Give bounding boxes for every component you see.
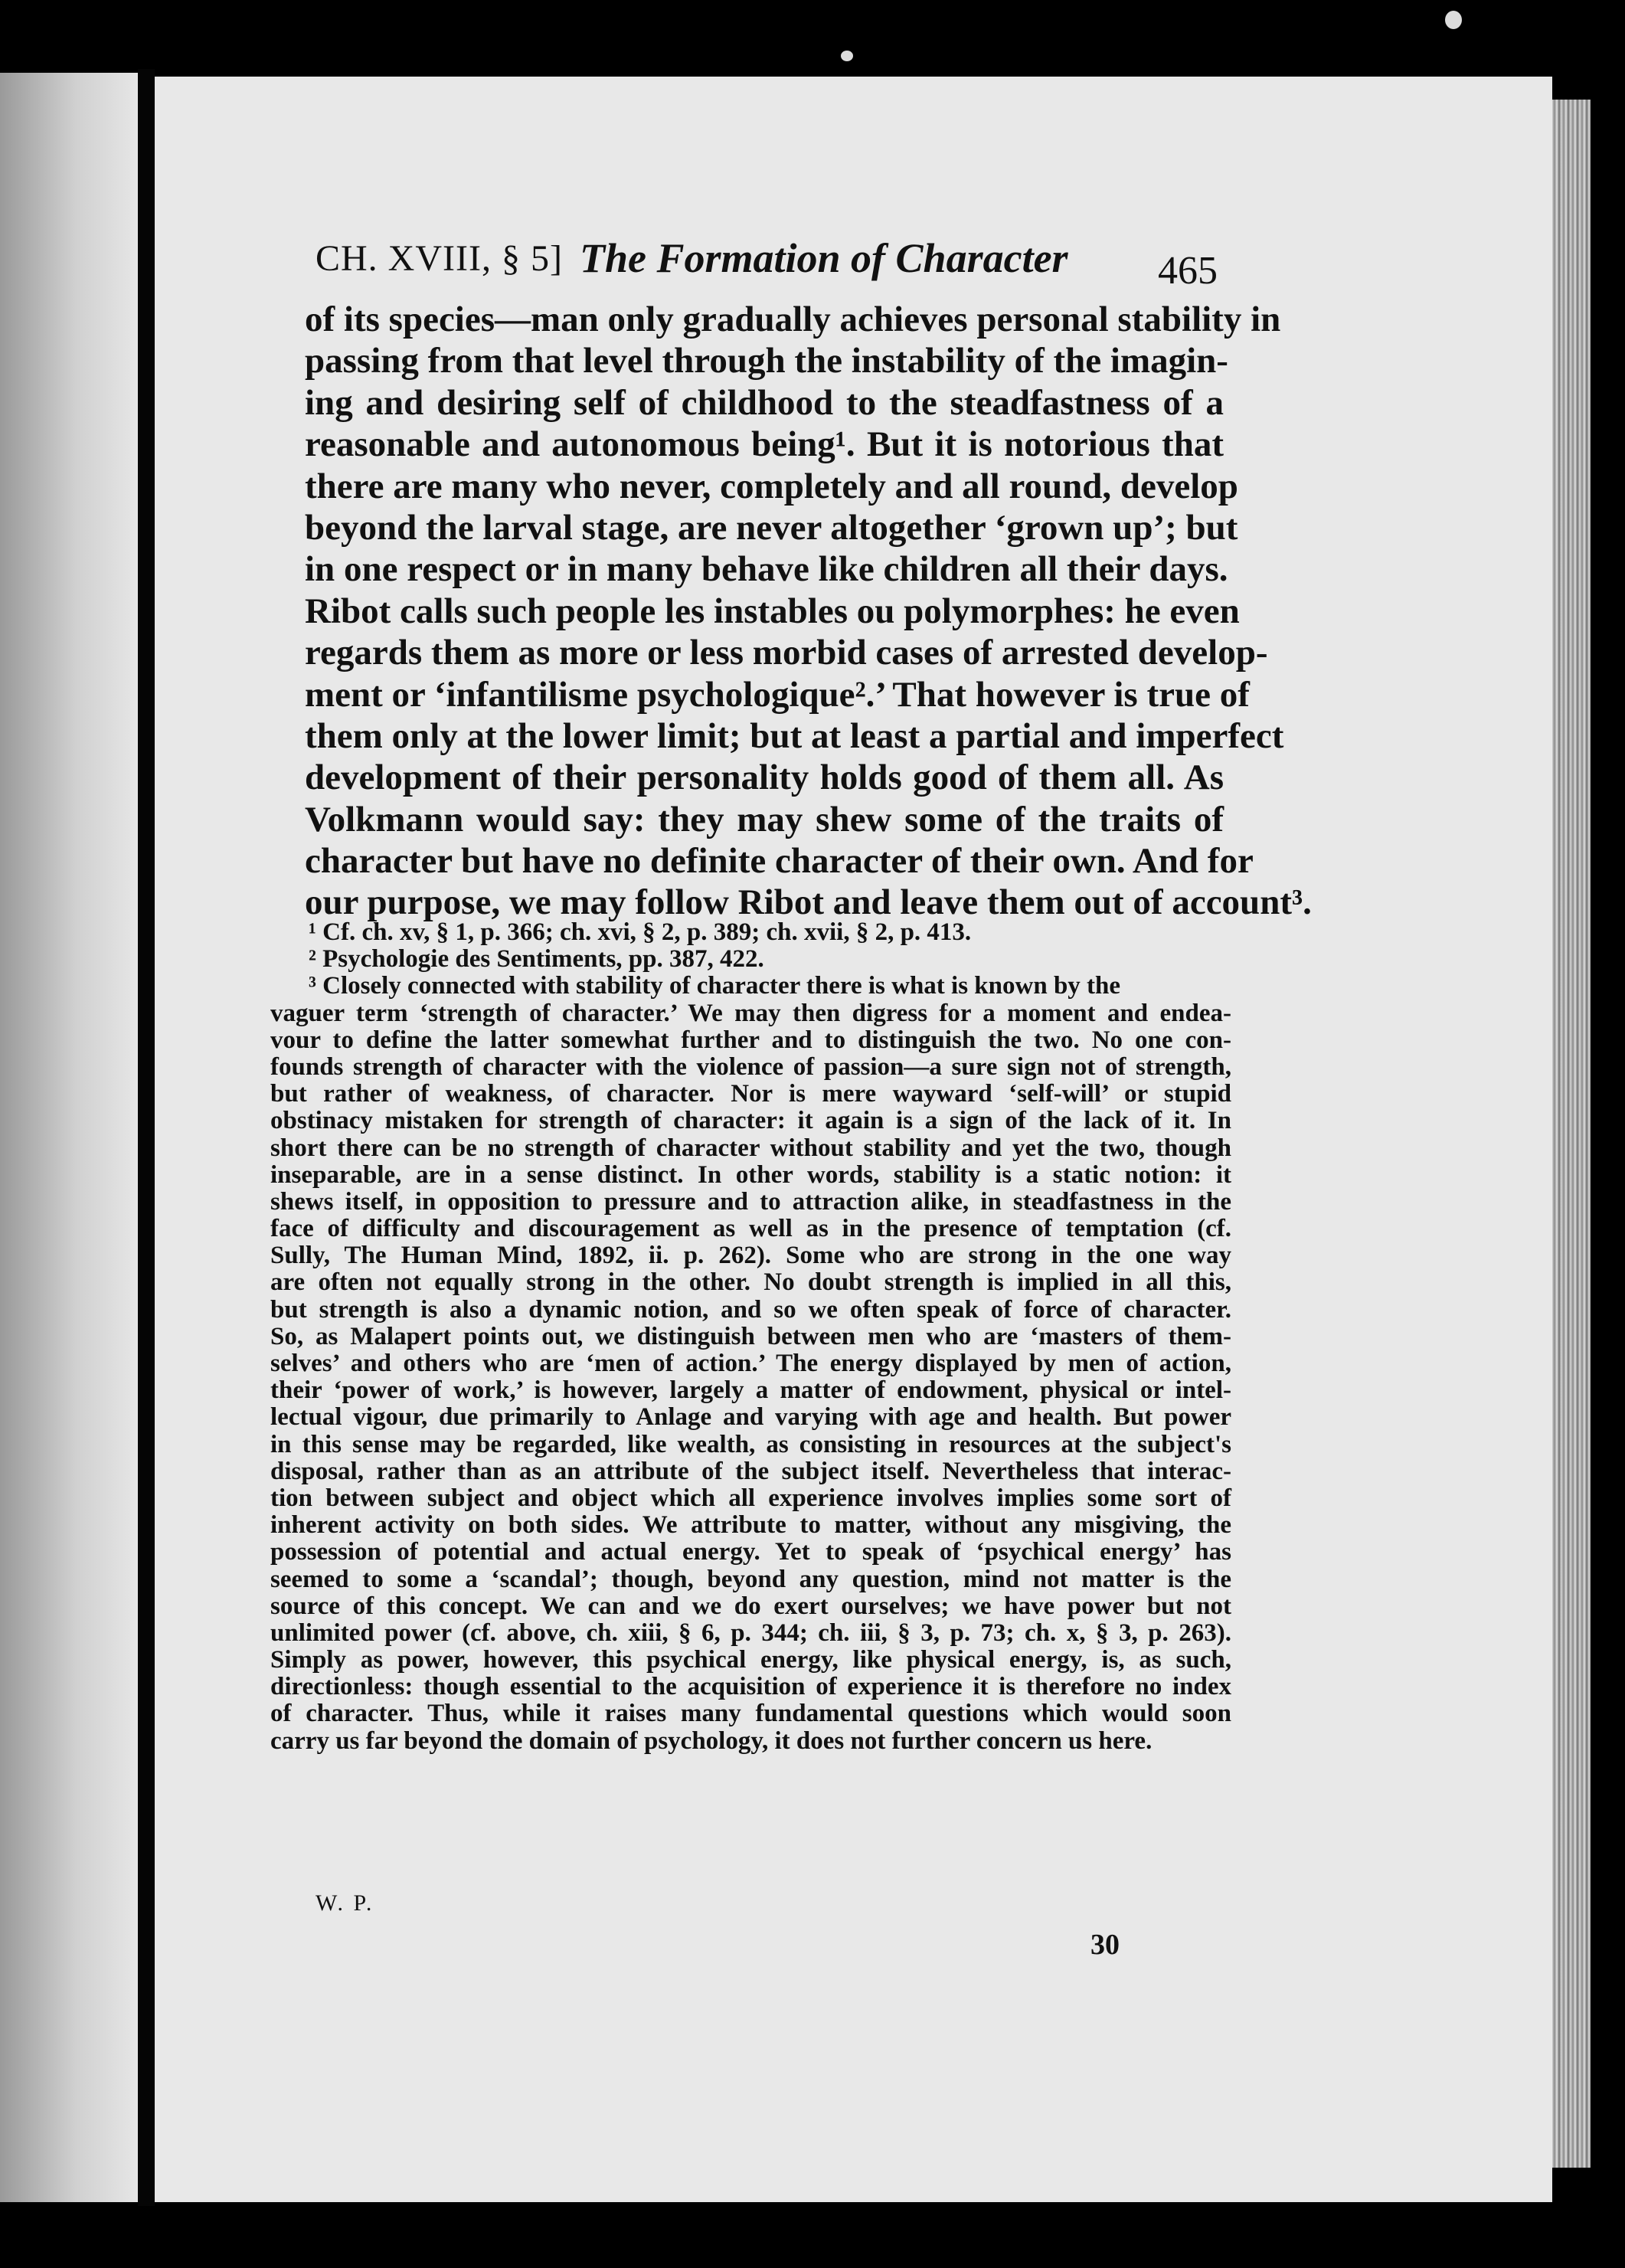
footnote-3-line: vaguer term ‘strength of character.’ We may then digress for a moment and endea-: [270, 999, 1231, 1027]
main-text: [305, 299, 1312, 924]
text-line: passing from that level through the instability of the imagin-: [305, 341, 1228, 381]
footnote-3-line: ³ Closely connected with stability of character there is what is known by the: [309, 972, 1121, 1000]
text-line: character but have no definite character of their own. And for: [305, 841, 1254, 882]
footnote-3-line: lectual vigour, due primarily to Anlage and varying with age and health. But power: [270, 1403, 1231, 1432]
text-line: of its species—man only gradually achieves personal stability in: [305, 299, 1281, 339]
footnote-3-line: face of difficulty and discouragement as well as in the presence of temptation (cf.: [270, 1215, 1231, 1243]
footnote-3-line: obstinacy mistaken for strength of character: it again is a sign of the lack of it. In: [270, 1107, 1231, 1135]
footnote-3-line: unlimited power (cf. above, ch. xiii, § 6, p. 344; ch. iii, § 3, p. 73; ch. x, § 3, p. 263).: [270, 1618, 1231, 1647]
facing-page-edge: [0, 73, 138, 2202]
text-line: Volkmann would say: they may shew some of the traits of: [305, 799, 1224, 839]
running-title: The Formation of Character: [580, 235, 1068, 281]
text-line: beyond the larval stage, are never altogether ‘grown up’; but: [305, 507, 1238, 548]
footnote-3-line: short there can be no strength of character without stability and yet the two, though: [270, 1134, 1231, 1162]
footnote-3-line: Sully, The Human Mind, 1892, ii. p. 262). Some who are strong in the one way: [270, 1242, 1231, 1270]
text-line: ing and desiring self of childhood to the steadfastness of a: [305, 382, 1224, 423]
footnote-3-line: tion between subject and object which all experience involves implies some sort of: [270, 1484, 1231, 1512]
footnote-3-line: founds strength of character with the violence of passion—a sure sign not of strength,: [270, 1052, 1231, 1081]
footnote-3-line: source of this concept. We can and we do exert ourselves; we have power but not: [270, 1592, 1231, 1620]
text-line: there are many who never, completely and all round, develop: [305, 466, 1238, 506]
footnote-3-line: disposal, rather than as an attribute of the subject itself. Nevertheless that interac-: [270, 1457, 1231, 1485]
scan-speck: [841, 51, 853, 61]
footnote-3-line: but rather of weakness, of character. Nor is mere wayward ‘self-will’ or stupid: [270, 1080, 1231, 1108]
footnote-3-line: but strength is also a dynamic notion, and so we often speak of force of character.: [270, 1295, 1231, 1324]
text-line: our purpose, we may follow Ribot and leave them out of account³.: [305, 882, 1312, 923]
footnote-3-line: selves’ and others who are ‘men of action.’ The energy displayed by men of action,: [270, 1350, 1231, 1377]
chapter-reference: CH. XVIII, § 5]: [316, 238, 563, 279]
text-line: Ribot calls such people les instables ou polymorphes: he even: [305, 591, 1240, 631]
text-line: reasonable and autonomous being¹. But it is notorious that: [305, 424, 1224, 465]
text-line: development of their personality holds good of them all. As: [305, 758, 1224, 798]
page-stack-edge: [1552, 100, 1591, 2168]
footnote-3-line: their ‘power of work,’ is however, largely a matter of endowment, physical or intel-: [270, 1376, 1231, 1405]
footnote-2: ² Psychologie des Sentiments, pp. 387, 422.: [309, 945, 764, 974]
text-line: regards them as more or less morbid cases of arrested develop-: [305, 633, 1268, 673]
footnote-3-line: seemed to some a ‘scandal’; though, beyond any question, mind not matter is the: [270, 1565, 1231, 1593]
footnote-3-line: in this sense may be regarded, like wealth, as consisting in resources at the subject's: [270, 1430, 1231, 1458]
footnote-3-line: inherent activity on both sides. We attribute to matter, without any misgiving, the: [270, 1511, 1231, 1540]
footnotes: [270, 919, 1231, 1755]
footnote-3-line: directionless: though essential to the acquisition of experience it is therefore no index: [270, 1673, 1231, 1701]
footnote-3-line: inseparable, are in a sense distinct. In other words, stability is a static notion: it: [270, 1160, 1231, 1189]
signature-mark: W. P.: [316, 1890, 374, 1916]
footnote-3-line: Simply as power, however, this psychical energy, like physical energy, is, as such,: [270, 1646, 1231, 1674]
footnote-3-line: of character. Thus, while it raises many fundamental questions which would soon: [270, 1700, 1231, 1728]
scan-speck: [1445, 11, 1462, 29]
footnote-3-line: possession of potential and actual energy. Yet to speak of ‘psychical energy’ has: [270, 1538, 1231, 1566]
footnote-1: ¹ Cf. ch. xv, § 1, p. 366; ch. xvi, § 2, p. 389; ch. xvii, § 2, p. 413.: [309, 918, 972, 946]
footnote-3-line: carry us far beyond the domain of psychology, it does not further concern us here.: [270, 1726, 1153, 1755]
text-line: ment or ‘infantilisme psychologique².’ That however is true of: [305, 674, 1250, 715]
text-line: in one respect or in many behave like children all their days.: [305, 549, 1228, 590]
footnote-3-line: vour to define the latter somewhat further and to distinguish the two. No one con-: [270, 1026, 1231, 1054]
page-number: 465: [1158, 249, 1218, 293]
signature-number: 30: [1090, 1929, 1120, 1961]
text-line: them only at the lower limit; but at least a partial and imperfect: [305, 715, 1284, 756]
book-gutter: [138, 69, 155, 2206]
footnote-3-line: shews itself, in opposition to pressure and to attraction alike, in steadfastness in the: [270, 1187, 1231, 1216]
footnote-3-line: So, as Malapert points out, we distinguish between men who are ‘masters of them-: [270, 1322, 1231, 1350]
footnote-3-line: are often not equally strong in the other. No doubt strength is implied in all this,: [270, 1268, 1231, 1297]
running-header: [316, 224, 1234, 293]
